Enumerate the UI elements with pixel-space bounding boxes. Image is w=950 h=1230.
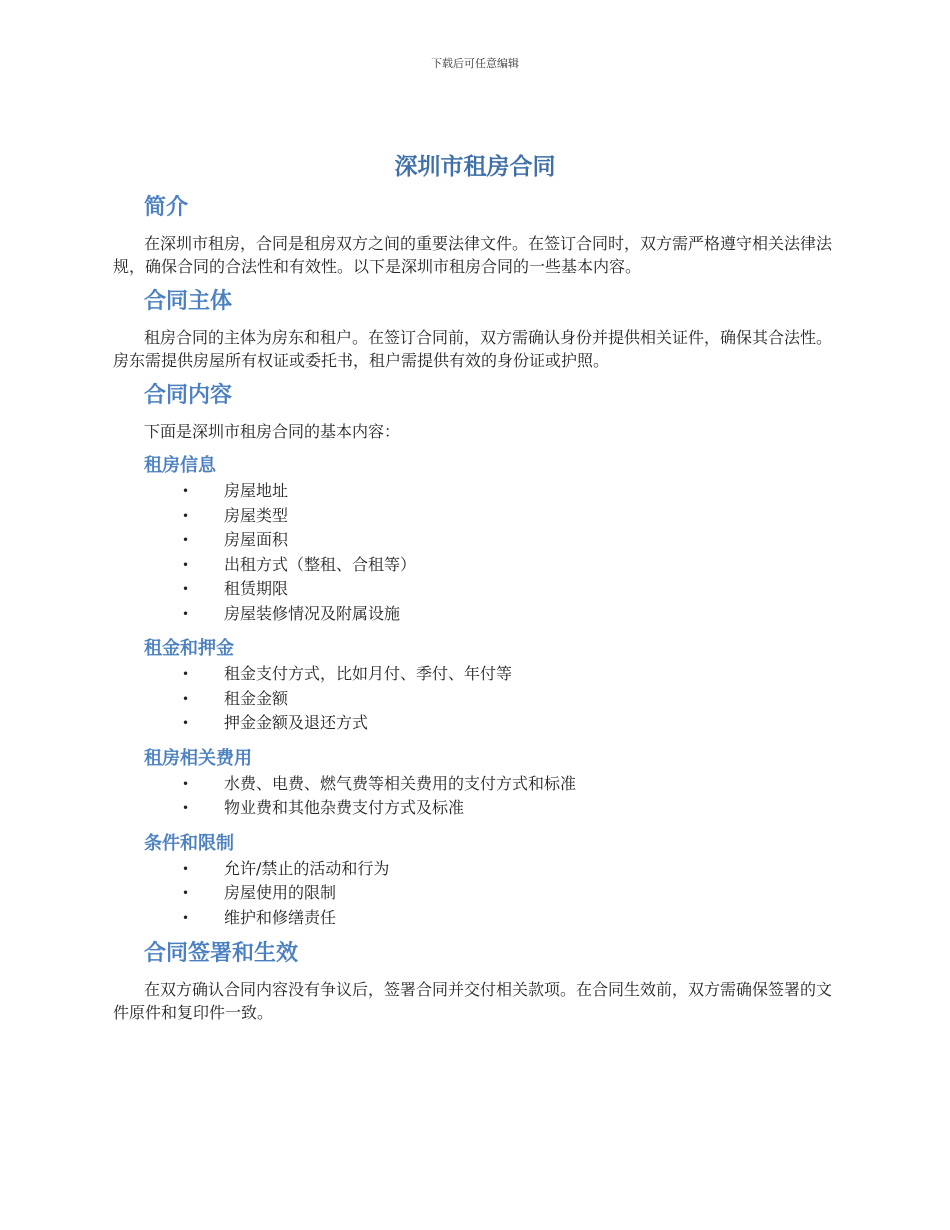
subsection-heading-fees: 租房相关费用 <box>144 747 252 769</box>
list-item-text: 房屋面积 <box>224 530 289 549</box>
section-body-signing: 在双方确认合同内容没有争议后，签署合同并交付相关款项。在合同生效前，双方需确保签署的文件原件和复印件一致。 <box>113 980 833 1022</box>
list-item <box>113 906 835 931</box>
bullet-icon: • <box>182 557 190 572</box>
list-item-text: 租赁期限 <box>224 579 289 598</box>
bullet-icon: • <box>182 716 190 730</box>
document-title: 深圳市租房合同 <box>394 154 556 180</box>
subsection-heading-rent-deposit: 租金和押金 <box>144 638 234 659</box>
header-note: 下载后可任意编辑 <box>431 57 519 70</box>
section-heading-content: 合同内容 <box>144 383 233 408</box>
bullet-icon: • <box>182 776 190 791</box>
bullet-icon: • <box>182 508 190 523</box>
bullet-icon: • <box>182 606 190 621</box>
list-item <box>113 602 835 627</box>
list-item-text: 允许/禁止的活动和行为 <box>224 858 390 878</box>
rental-info-list <box>113 479 835 626</box>
bullet-icon: • <box>182 582 190 596</box>
bullet-icon: • <box>182 886 190 900</box>
list-item-text: 房屋装修情况及附属设施 <box>224 603 401 623</box>
list-item-text: 房屋使用的限制 <box>224 883 337 902</box>
section-body-intro: 在深圳市租房，合同是租房双方之间的重要法律文件。在签订合同时，双方需严格遵守相关法律法规，确保合同的合法性和有效性。以下是深圳市租房合同的一些基本内容。 <box>113 234 833 276</box>
section-heading-parties: 合同主体 <box>144 289 233 314</box>
bullet-icon: • <box>182 861 190 876</box>
section-heading-signing: 合同签署和生效 <box>144 941 299 966</box>
list-item-text: 出租方式（整租、合租等） <box>224 554 417 574</box>
list-item <box>113 687 835 712</box>
fees-list <box>113 772 835 821</box>
list-item-text: 租金支付方式，比如月付、季付、年付等 <box>224 664 513 683</box>
list-item <box>113 577 835 602</box>
list-item <box>113 662 835 687</box>
conditions-list <box>113 857 835 931</box>
list-item <box>113 796 835 821</box>
bullet-icon: • <box>182 484 190 498</box>
list-item-text: 押金金额及退还方式 <box>224 713 369 732</box>
bullet-icon: • <box>182 910 190 925</box>
list-item <box>113 772 835 797</box>
section-heading-intro: 简介 <box>144 195 189 220</box>
list-item <box>113 711 835 736</box>
bullet-icon: • <box>182 691 190 706</box>
bullet-icon: • <box>182 533 190 547</box>
section-intro-content: 下面是深圳市租房合同的基本内容： <box>144 422 401 441</box>
list-item-text: 房屋地址 <box>224 481 289 500</box>
rent-deposit-list <box>113 662 835 736</box>
list-item-text: 水费、电费、燃气费等相关费用的支付方式和标准 <box>224 773 577 793</box>
list-item <box>113 479 835 504</box>
list-item <box>113 553 835 578</box>
bullet-icon: • <box>182 667 190 681</box>
list-item <box>113 528 835 553</box>
list-item-text: 租金金额 <box>224 688 289 708</box>
list-item-text: 房屋类型 <box>224 505 289 525</box>
section-body-parties: 租房合同的主体为房东和租户。在签订合同前，双方需确认身份并提供相关证件，确保其合法性。房东需提供房屋所有权证或委托书，租户需提供有效的身份证或护照。 <box>113 328 833 370</box>
bullet-icon: • <box>182 801 190 815</box>
list-item <box>113 504 835 529</box>
list-item <box>113 881 835 906</box>
subsection-heading-rental-info: 租房信息 <box>144 455 216 476</box>
list-item <box>113 857 835 882</box>
list-item-text: 物业费和其他杂费支付方式及标准 <box>224 798 465 817</box>
list-item-text: 维护和修缮责任 <box>224 907 337 927</box>
document-body <box>113 190 835 1024</box>
subsection-heading-conditions: 条件和限制 <box>144 832 234 854</box>
